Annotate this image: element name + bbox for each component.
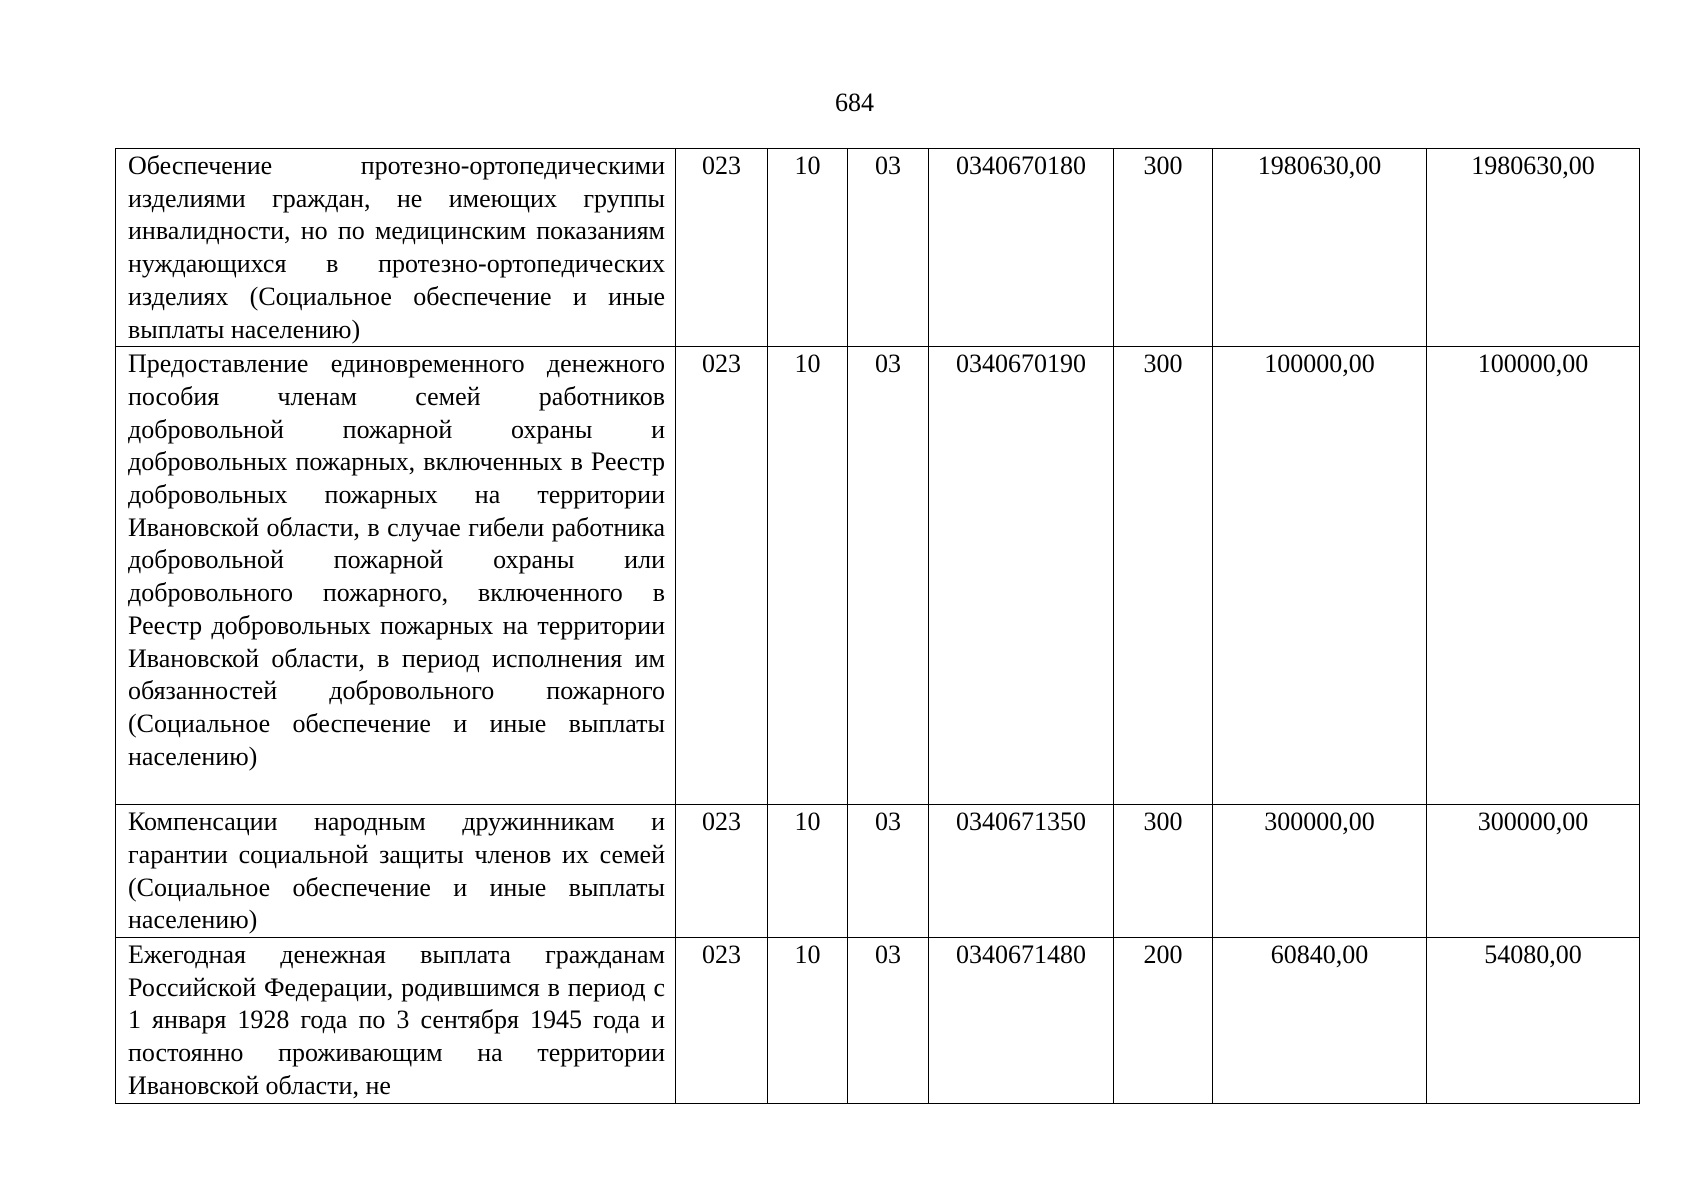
row-description: Обеспечение протезно-ортопедическими изделиями граждан, не имеющих группы инвалидности, но по медицинским показаниям нуждающихся в протезно-ортопедических изделиях (Социальное обеспечение и иные выплаты населению) [116,149,676,347]
subsection-code: 03 [848,938,929,1104]
amount-year-2: 300000,00 [1427,805,1640,938]
target-article-code: 0340670180 [929,149,1114,347]
row-description: Компенсации народным дружинникам и гарантии социальной защиты членов их семей (Социальное обеспечение и иные выплаты населению) [116,805,676,938]
table-row [116,149,1640,347]
page-number: 684 [835,88,874,117]
section-code: 10 [768,347,848,805]
subsection-code: 03 [848,805,929,938]
subsection-code: 03 [848,149,929,347]
row-description: Предоставление единовременного денежного пособия членам семей работников добровольной пожарной охраны и добровольных пожарных, включенных в Реестр добровольных пожарных на территории Ивановской области, в случае гибели работника добровольной пожарной охраны или добровольного пожарного, включенного в Реестр добровольных пожарных на территории Ивановской области, в период исполнения им обязанностей добровольного пожарного (Социальное обеспечение и иные выплаты населению) [116,347,676,805]
expense-type-code: 200 [1114,938,1213,1104]
table-row [116,347,1640,805]
ministry-code: 023 [676,347,768,805]
section-code: 10 [768,938,848,1104]
table-row [116,938,1640,1104]
budget-table [115,148,1640,1104]
amount-year-1: 1980630,00 [1213,149,1427,347]
amount-year-2: 100000,00 [1427,347,1640,805]
section-code: 10 [768,805,848,938]
expense-type-code: 300 [1114,805,1213,938]
target-article-code: 0340671350 [929,805,1114,938]
amount-year-1: 100000,00 [1213,347,1427,805]
table-row [116,805,1640,938]
row-description: Ежегодная денежная выплата гражданам Российской Федерации, родившимся в период с 1 января 1928 года по 3 сентября 1945 года и постоянно проживающим на территории Ивановской области, не [116,938,676,1104]
target-article-code: 0340670190 [929,347,1114,805]
target-article-code: 0340671480 [929,938,1114,1104]
amount-year-1: 60840,00 [1213,938,1427,1104]
section-code: 10 [768,149,848,347]
ministry-code: 023 [676,805,768,938]
expense-type-code: 300 [1114,347,1213,805]
ministry-code: 023 [676,149,768,347]
subsection-code: 03 [848,347,929,805]
expense-type-code: 300 [1114,149,1213,347]
amount-year-2: 54080,00 [1427,938,1640,1104]
amount-year-1: 300000,00 [1213,805,1427,938]
ministry-code: 023 [676,938,768,1104]
amount-year-2: 1980630,00 [1427,149,1640,347]
